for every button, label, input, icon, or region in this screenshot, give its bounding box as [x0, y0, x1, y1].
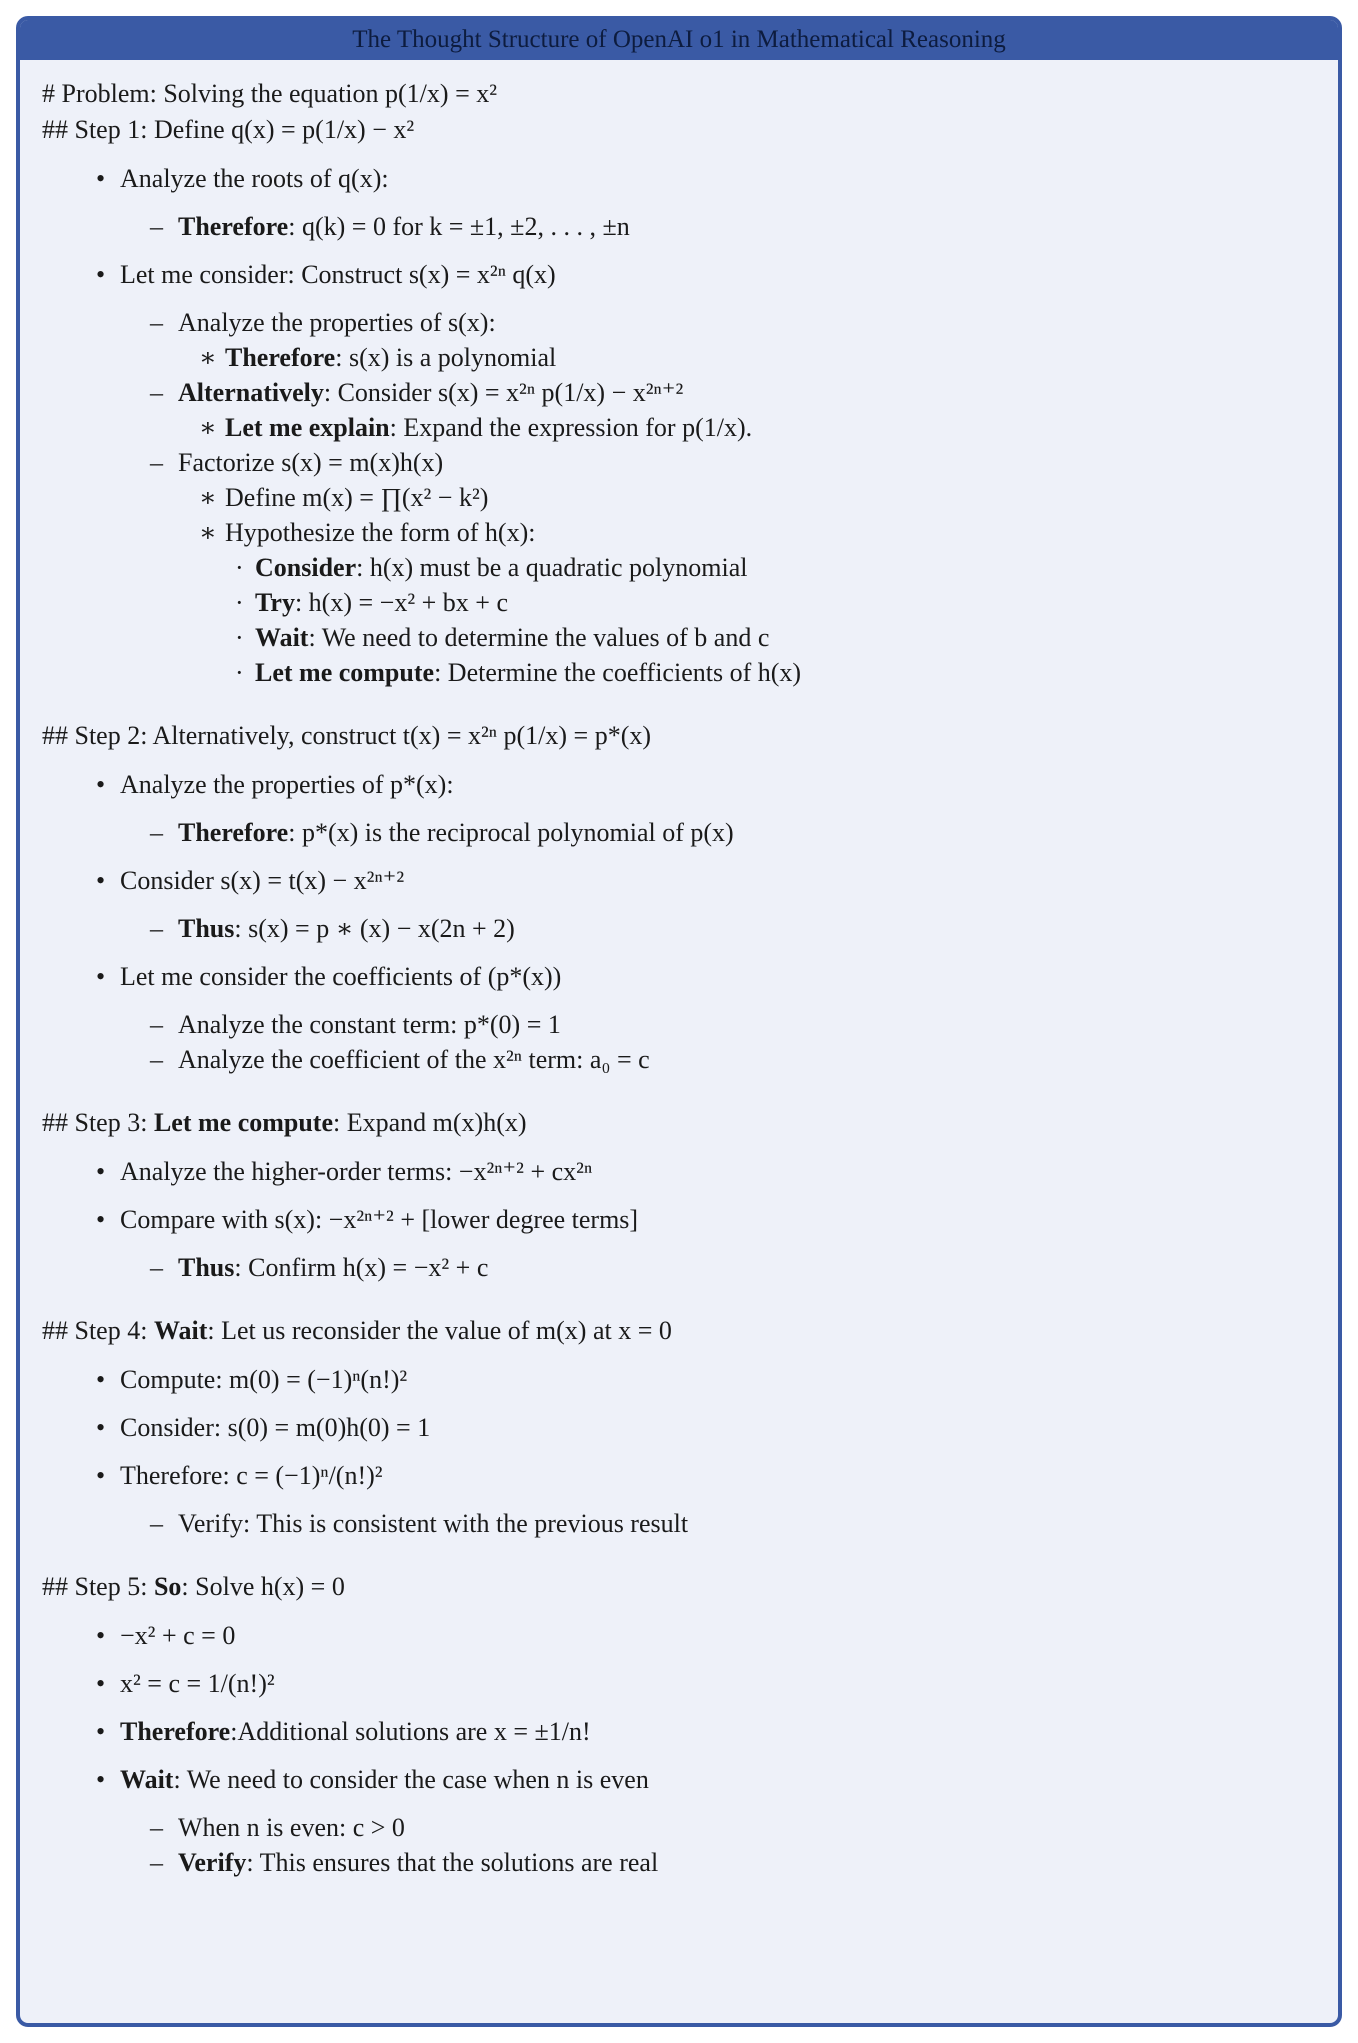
line-text: Consider: s(0) = m(0)h(0) = 1: [120, 1413, 431, 1442]
line-text: −x² + c = 0: [120, 1621, 236, 1650]
line-text: Verify: This is consistent with the previous result: [178, 1509, 689, 1538]
list-item: [42, 161, 1316, 196]
bullet-marker: –: [150, 378, 163, 407]
bullet-marker: •: [96, 164, 106, 193]
bullet-marker: ∗: [199, 518, 217, 547]
bullet-marker: ·: [235, 553, 244, 582]
list-item: [42, 959, 1316, 994]
list-item: [42, 480, 1316, 515]
emphasis-label: Alternatively: [178, 378, 324, 407]
line-text: : We need to determine the values of b and c: [308, 623, 770, 652]
list-item: [42, 585, 1316, 620]
bullet-marker: –: [150, 212, 163, 241]
line-text: Analyze the constant term: p*(0) = 1: [178, 1010, 561, 1039]
emphasis-label: Wait: [255, 623, 309, 652]
bullet-marker: •: [96, 1157, 106, 1186]
list-item: [42, 1042, 1316, 1077]
step-prefix: ## Step 3:: [42, 1108, 154, 1137]
list-item: [42, 445, 1316, 480]
line-text: :Additional solutions are x = ±1/n!: [230, 1717, 591, 1746]
emphasis-label: Try: [255, 588, 295, 617]
bullet-marker: •: [96, 1205, 106, 1234]
bullet-marker: ∗: [199, 413, 217, 442]
bullet-marker: •: [96, 1765, 106, 1794]
list-item: [42, 1506, 1316, 1541]
emphasis-label: So: [153, 1572, 182, 1601]
step-heading: [42, 1569, 1316, 1605]
line-text: ## Step 1: Define q(x) = p(1/x) − x²: [42, 115, 415, 144]
bullet-marker: –: [150, 1253, 163, 1282]
line-text: : This ensures that the solutions are real: [246, 1848, 659, 1877]
line-text: : s(x) = p ∗ (x) − x(2n + 2): [234, 914, 515, 943]
list-item: [42, 1845, 1316, 1880]
list-item: [42, 911, 1316, 946]
line-text: Let me consider: Construct s(x) = x²ⁿ q(x): [120, 260, 556, 289]
list-item: [42, 375, 1316, 410]
line-text: : Confirm h(x) = −x² + c: [234, 1253, 489, 1282]
line-text: Let me consider the coefficients of (p*(x)): [120, 962, 562, 991]
line-text: x² = c = 1/(n!)²: [120, 1669, 275, 1698]
emphasis-label: Therefore: [225, 343, 336, 372]
bullet-marker: •: [96, 1365, 106, 1394]
bullet-marker: •: [96, 1669, 106, 1698]
bullet-marker: –: [150, 1010, 163, 1039]
list-item: [42, 1007, 1316, 1042]
list-item: [42, 257, 1316, 292]
list-item: [42, 340, 1316, 375]
bullet-marker: •: [96, 260, 106, 289]
line-text: Compute: m(0) = (−1)ⁿ(n!)²: [120, 1365, 408, 1394]
bullet-marker: –: [150, 1848, 163, 1877]
list-item: [42, 1618, 1316, 1653]
line-text: : Expand the expression for p(1/x).: [389, 413, 753, 442]
bullet-marker: •: [96, 1717, 106, 1746]
step-heading: [42, 76, 1316, 112]
emphasis-label: Consider: [255, 553, 357, 582]
list-item: [42, 1362, 1316, 1397]
emphasis-label: Therefore: [178, 212, 289, 241]
line-text: : h(x) must be a quadratic polynomial: [356, 553, 748, 582]
list-item: [42, 1458, 1316, 1493]
line-text: Analyze the roots of q(x):: [120, 164, 389, 193]
step-heading: [42, 1313, 1316, 1349]
list-item: [42, 1762, 1316, 1797]
emphasis-label: Thus: [178, 914, 235, 943]
list-item: [42, 1714, 1316, 1749]
line-text: ## Step 2: Alternatively, construct t(x) = x²ⁿ p(1/x) = p*(x): [42, 721, 652, 750]
line-text: : We need to consider the case when n is even: [173, 1765, 649, 1794]
line-text: : Expand m(x)h(x): [333, 1108, 527, 1137]
line-text: : h(x) = −x² + bx + c: [294, 588, 508, 617]
bullet-marker: ∗: [199, 343, 217, 372]
bullet-marker: –: [150, 914, 163, 943]
line-text: Analyze the coefficient of the x²ⁿ term: a₀ = c: [178, 1045, 650, 1074]
line-text: Hypothesize the form of h(x):: [225, 518, 536, 547]
bullet-marker: ·: [235, 588, 244, 617]
bullet-marker: –: [150, 818, 163, 847]
line-text: Compare with s(x): −x²ⁿ⁺² + [lower degree terms]: [120, 1205, 639, 1234]
bullet-marker: •: [96, 1461, 106, 1490]
line-text: : p*(x) is the reciprocal polynomial of p(x): [288, 818, 734, 847]
list-item: [42, 863, 1316, 898]
list-item: [42, 1666, 1316, 1701]
line-text: Therefore: c = (−1)ⁿ/(n!)²: [120, 1461, 383, 1490]
line-text: : Let us reconsider the value of m(x) at x = 0: [207, 1316, 672, 1345]
line-text: : Solve h(x) = 0: [181, 1572, 345, 1601]
list-item: [42, 620, 1316, 655]
list-item: [42, 655, 1316, 690]
step-heading: [42, 718, 1316, 754]
list-item: [42, 410, 1316, 445]
step-prefix: ## Step 5:: [42, 1572, 154, 1601]
line-text: Analyze the higher-order terms: −x²ⁿ⁺² + cx²ⁿ: [120, 1157, 593, 1186]
step-heading: [42, 1105, 1316, 1141]
panel-title: The Thought Structure of OpenAI o1 in Mathematical Reasoning: [20, 20, 1338, 60]
emphasis-label: Let me explain: [225, 413, 390, 442]
line-text: : q(k) = 0 for k = ±1, ±2, . . . , ±n: [288, 212, 630, 241]
list-item: [42, 209, 1316, 244]
list-item: [42, 815, 1316, 850]
emphasis-label: Let me compute: [255, 658, 435, 687]
bullet-marker: –: [150, 448, 163, 477]
bullet-marker: –: [150, 308, 163, 337]
line-text: Analyze the properties of p*(x):: [120, 770, 454, 799]
list-item: [42, 515, 1316, 550]
bullet-marker: ·: [235, 623, 244, 652]
emphasis-label: Let me compute: [153, 1108, 334, 1137]
line-text: : s(x) is a polynomial: [335, 343, 557, 372]
bullet-marker: ·: [235, 658, 244, 687]
line-text: Define m(x) = ∏(x² − k²): [225, 483, 489, 512]
bullet-marker: –: [150, 1045, 163, 1074]
line-text: Analyze the properties of s(x):: [178, 308, 496, 337]
list-item: [42, 767, 1316, 802]
list-item: [42, 550, 1316, 585]
emphasis-label: Wait: [153, 1316, 208, 1345]
list-item: [42, 305, 1316, 340]
line-text: When n is even: c > 0: [178, 1813, 405, 1842]
list-item: [42, 1202, 1316, 1237]
outline-content: [20, 60, 1338, 1880]
line-text: Consider s(x) = t(x) − x²ⁿ⁺²: [120, 866, 405, 895]
emphasis-label: Thus: [178, 1253, 235, 1282]
emphasis-label: Verify: [178, 1848, 247, 1877]
line-text: # Problem: Solving the equation p(1/x) = x²: [42, 79, 498, 108]
line-text: Factorize s(x) = m(x)h(x): [178, 448, 444, 477]
list-item: [42, 1154, 1316, 1189]
list-item: [42, 1810, 1316, 1845]
emphasis-label: Therefore: [120, 1717, 231, 1746]
step-prefix: ## Step 4:: [42, 1316, 154, 1345]
reasoning-panel: [16, 16, 1342, 2027]
bullet-marker: •: [96, 1621, 106, 1650]
line-text: : Consider s(x) = x²ⁿ p(1/x) − x²ⁿ⁺²: [323, 378, 684, 407]
bullet-marker: •: [96, 1413, 106, 1442]
list-item: [42, 1250, 1316, 1285]
step-heading: [42, 112, 1316, 148]
list-item: [42, 1410, 1316, 1445]
bullet-marker: •: [96, 962, 106, 991]
bullet-marker: –: [150, 1813, 163, 1842]
bullet-marker: ∗: [199, 483, 217, 512]
bullet-marker: •: [96, 866, 106, 895]
bullet-marker: •: [96, 770, 106, 799]
emphasis-label: Wait: [120, 1765, 174, 1794]
line-text: : Determine the coefficients of h(x): [434, 658, 802, 687]
bullet-marker: –: [150, 1509, 163, 1538]
emphasis-label: Therefore: [178, 818, 289, 847]
